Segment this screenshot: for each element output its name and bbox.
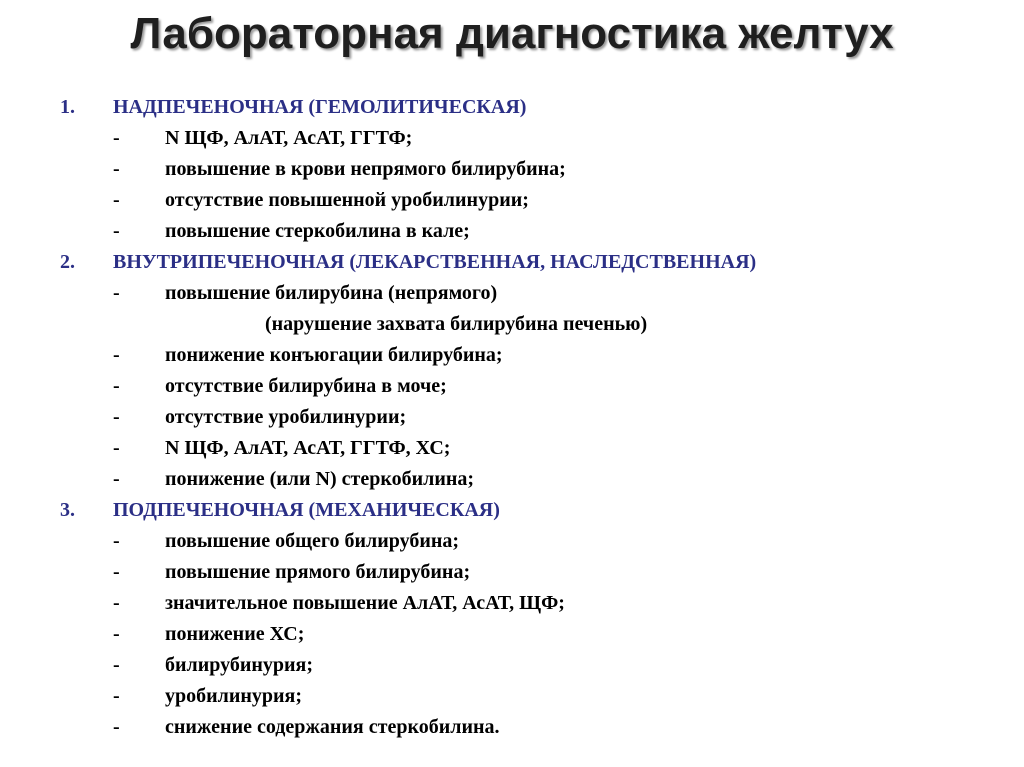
list-item-text: снижение содержания стеркобилина. — [165, 716, 500, 738]
section-number: 3. — [60, 499, 75, 521]
list-item-text: повышение в крови непрямого билирубина; — [165, 158, 566, 180]
section-number: 2. — [60, 251, 75, 273]
bullet-dash: - — [113, 406, 120, 428]
bullet-dash: - — [113, 220, 120, 242]
list-item — [60, 712, 1000, 743]
section-heading-prehepatic — [60, 92, 1000, 123]
bullet-dash: - — [113, 623, 120, 645]
list-item — [60, 619, 1000, 650]
list-item-continuation: (нарушение захвата билирубина печенью) — [265, 313, 648, 335]
slide-title: Лабораторная диагностика желтух — [130, 9, 894, 58]
list-item — [60, 433, 1000, 464]
bullet-dash: - — [113, 127, 120, 149]
list-item-text: понижение конъюгации билирубина; — [165, 344, 503, 366]
list-item-text: отсутствие повышенной уробилинурии; — [165, 189, 529, 211]
bullet-dash: - — [113, 282, 120, 304]
list-item-text: понижение (или N) стеркобилина; — [165, 468, 475, 490]
list-item — [60, 154, 1000, 185]
bullet-dash: - — [113, 344, 120, 366]
section-number: 1. — [60, 96, 75, 118]
bullet-dash: - — [113, 158, 120, 180]
list-item — [60, 123, 1000, 154]
bullet-dash: - — [113, 716, 120, 738]
bullet-dash: - — [113, 437, 120, 459]
bullet-dash: - — [113, 592, 120, 614]
list-item-text: повышение стеркобилина в кале; — [165, 220, 470, 242]
section-title: НАДПЕЧЕНОЧНАЯ (ГЕМОЛИТИЧЕСКАЯ) — [113, 96, 527, 118]
list-item — [60, 185, 1000, 216]
list-item-text: значительное повышение АлАТ, АсАТ, ЩФ; — [165, 592, 565, 614]
list-item — [60, 464, 1000, 495]
list-item — [60, 588, 1000, 619]
list-item-text: N ЩФ, АлАТ, АсАТ, ГГТФ; — [165, 127, 413, 149]
list-item — [60, 681, 1000, 712]
list-item — [60, 557, 1000, 588]
bullet-dash: - — [113, 685, 120, 707]
content-list — [60, 92, 1000, 743]
list-item — [60, 650, 1000, 681]
bullet-dash: - — [113, 654, 120, 676]
bullet-dash: - — [113, 561, 120, 583]
list-item — [60, 402, 1000, 433]
list-item — [60, 526, 1000, 557]
list-item — [60, 278, 1000, 309]
bullet-dash: - — [113, 468, 120, 490]
list-item-text: уробилинурия; — [165, 685, 303, 707]
bullet-dash: - — [113, 375, 120, 397]
list-item-text: отсутствие билирубина в моче; — [165, 375, 447, 397]
section-heading-intrahepatic — [60, 247, 1000, 278]
list-item-text: повышение прямого билирубина; — [165, 561, 471, 583]
section-title: ПОДПЕЧЕНОЧНАЯ (МЕХАНИЧЕСКАЯ) — [113, 499, 500, 521]
list-item-text: билирубинурия; — [165, 654, 314, 676]
list-item-text: понижение ХС; — [165, 623, 305, 645]
list-item-text: повышение билирубина (непрямого) — [165, 282, 498, 304]
bullet-dash: - — [113, 189, 120, 211]
bullet-dash: - — [113, 530, 120, 552]
section-heading-posthepatic — [60, 495, 1000, 526]
list-item — [60, 340, 1000, 371]
list-item-text: повышение общего билирубина; — [165, 530, 460, 552]
list-item — [60, 216, 1000, 247]
list-item-text: N ЩФ, АлАТ, АсАТ, ГГТФ, ХС; — [165, 437, 451, 459]
list-item-text: отсутствие уробилинурии; — [165, 406, 407, 428]
section-title: ВНУТРИПЕЧЕНОЧНАЯ (ЛЕКАРСТВЕННАЯ, НАСЛЕДСТВЕННАЯ) — [113, 251, 757, 273]
list-item — [60, 371, 1000, 402]
